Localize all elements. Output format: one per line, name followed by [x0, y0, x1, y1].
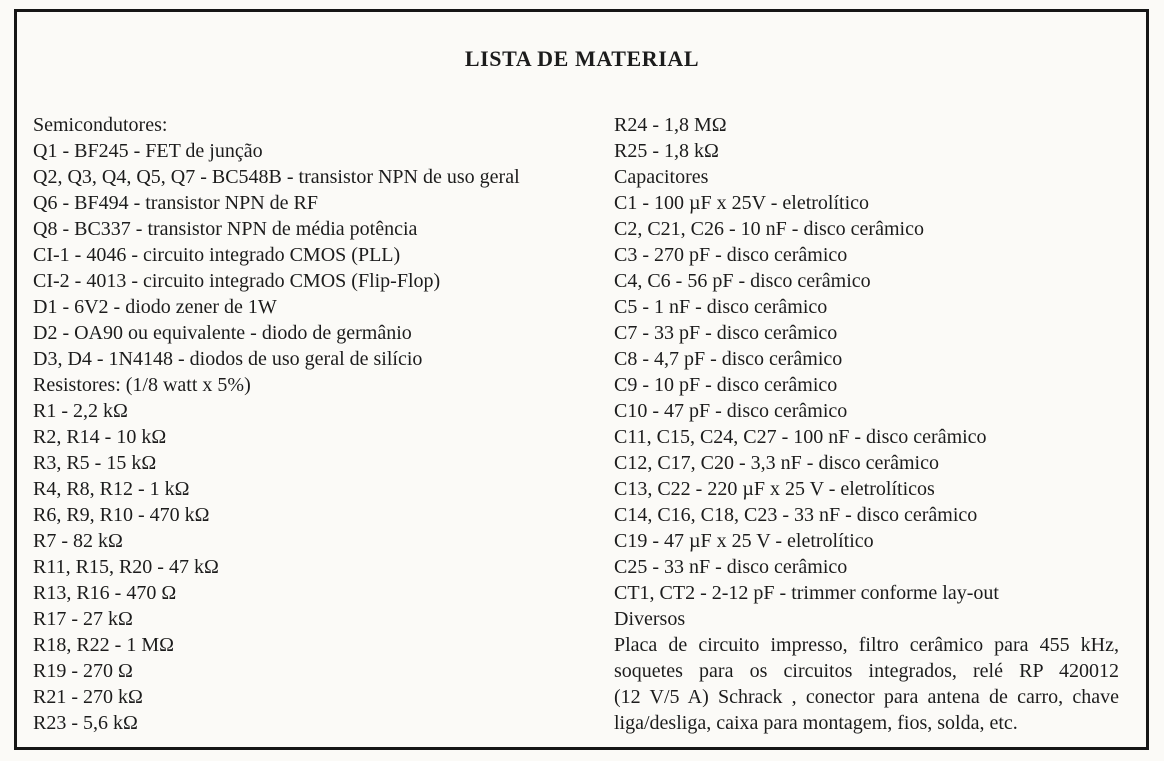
- material-list-line: Q2, Q3, Q4, Q5, Q7 - BC548B - transistor NPN de uso geral: [33, 166, 520, 188]
- material-list-line: C8 - 4,7 pF - disco cerâmico: [614, 348, 843, 370]
- material-list-line: Q1 - BF245 - FET de junção: [33, 140, 263, 162]
- material-list-line: C2, C21, C26 - 10 nF - disco cerâmico: [614, 218, 924, 240]
- material-list-line: R13, R16 - 470 Ω: [33, 582, 177, 604]
- material-list-left-column: [33, 112, 598, 736]
- material-list-line: C3 - 270 pF - disco cerâmico: [614, 244, 848, 266]
- material-list-line: C9 - 10 pF - disco cerâmico: [614, 374, 838, 396]
- material-list-line: R3, R5 - 15 kΩ: [33, 452, 157, 474]
- material-list-line: soquetes para os circuitos integrados, relé RP 420012: [614, 660, 1119, 682]
- page-title: LISTA DE MATERIAL: [464, 46, 700, 71]
- diversos-paragraph: [614, 632, 1119, 736]
- material-list-line: (12 V/5 A) Schrack , conector para antena de carro, chave: [614, 686, 1119, 708]
- material-list-line: C10 - 47 pF - disco cerâmico: [614, 400, 848, 422]
- material-list-line: C25 - 33 nF - disco cerâmico: [614, 556, 848, 578]
- material-list-line: R17 - 27 kΩ: [33, 608, 133, 630]
- material-list-line: C7 - 33 pF - disco cerâmico: [614, 322, 838, 344]
- material-list-line: R1 - 2,2 kΩ: [33, 400, 128, 422]
- material-list-line: C12, C17, C20 - 3,3 nF - disco cerâmico: [614, 452, 939, 474]
- material-list-line: Placa de circuito impresso, filtro cerâmico para 455 kHz,: [614, 634, 1119, 656]
- material-list-line: R2, R14 - 10 kΩ: [33, 426, 167, 448]
- material-list-line: D1 - 6V2 - diodo zener de 1W: [33, 296, 277, 318]
- material-list-line: Resistores: (1/8 watt x 5%): [33, 374, 251, 396]
- material-list-line: C4, C6 - 56 pF - disco cerâmico: [614, 270, 871, 292]
- material-list-line: CT1, CT2 - 2-12 pF - trimmer conforme lay-out: [614, 582, 999, 604]
- material-list-line: CI-2 - 4013 - circuito integrado CMOS (Flip-Flop): [33, 270, 441, 292]
- material-list-line: CI-1 - 4046 - circuito integrado CMOS (PLL): [33, 244, 401, 266]
- material-list-line: C14, C16, C18, C23 - 33 nF - disco cerâmico: [614, 504, 978, 526]
- material-list-line: R4, R8, R12 - 1 kΩ: [33, 478, 190, 500]
- material-list-line: R25 - 1,8 kΩ: [614, 140, 719, 162]
- material-list-line: Q8 - BC337 - transistor NPN de média potência: [33, 218, 418, 240]
- material-list-line: C5 - 1 nF - disco cerâmico: [614, 296, 828, 318]
- material-list-line: R6, R9, R10 - 470 kΩ: [33, 504, 210, 526]
- material-list-line: R7 - 82 kΩ: [33, 530, 123, 552]
- material-list-right-column: [614, 112, 1119, 736]
- material-list-line: Semicondutores:: [33, 114, 168, 136]
- material-list-line: C1 - 100 µF x 25V - eletrolítico: [614, 192, 870, 214]
- right-column-lines: [614, 112, 1119, 632]
- material-list-line: Q6 - BF494 - transistor NPN de RF: [33, 192, 319, 214]
- material-list-line: R19 - 270 Ω: [33, 660, 133, 682]
- material-list-line: D2 - OA90 ou equivalente - diodo de germânio: [33, 322, 412, 344]
- material-list-line: R23 - 5,6 kΩ: [33, 712, 138, 734]
- material-list-line: Capacitores: [614, 166, 709, 188]
- material-list-line: R21 - 270 kΩ: [33, 686, 143, 708]
- material-list-line: D3, D4 - 1N4148 - diodos de uso geral de silício: [33, 348, 423, 370]
- material-list-line: C13, C22 - 220 µF x 25 V - eletrolíticos: [614, 478, 935, 500]
- material-list-line: R11, R15, R20 - 47 kΩ: [33, 556, 219, 578]
- material-list-line: R18, R22 - 1 MΩ: [33, 634, 174, 656]
- material-list-line: liga/desliga, caixa para montagem, fios, solda, etc.: [614, 712, 1018, 734]
- material-list-line: C11, C15, C24, C27 - 100 nF - disco cerâmico: [614, 426, 987, 448]
- material-list-line: R24 - 1,8 MΩ: [614, 114, 727, 136]
- material-list-line: C19 - 47 µF x 25 V - eletrolítico: [614, 530, 874, 552]
- material-list-line: Diversos: [614, 608, 686, 630]
